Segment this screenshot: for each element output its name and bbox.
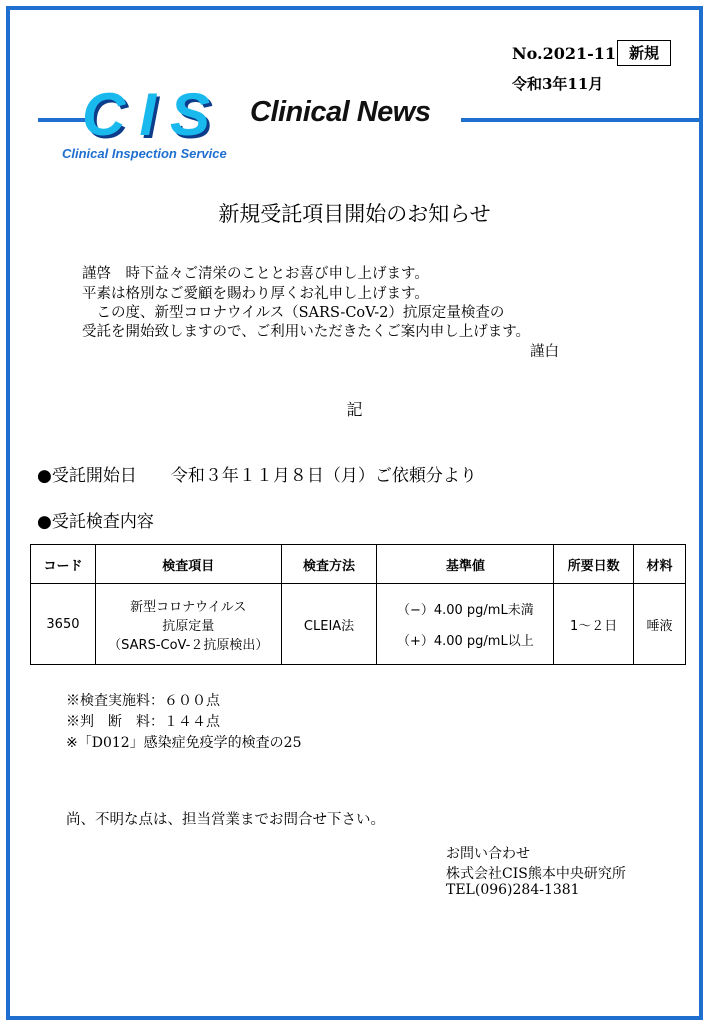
cell-item [95,584,281,665]
greeting-line: この度、新型コロナウイルス（SARS-CoV-2）抗原定量検査の [82,305,505,321]
greeting-line: 謹啓 時下益々ご清栄のこととお喜び申し上げます。 [82,266,429,282]
start-date-line: ●受託開始日 令和３年１１月８日（月）ご依頼分より [37,466,477,486]
item-line: 抗原定量 [162,618,215,634]
header-method: 検査方法 [281,545,377,584]
greeting-line: 平素は格別なご愛顧を賜わり厚くお礼申し上げます。 [82,286,429,302]
header-reference: 基準値 [377,545,554,584]
cell-material: 唾液 [634,584,686,665]
logo-subtitle: Clinical Inspection Service [62,146,227,161]
content-heading: ●受託検査内容 [37,512,154,532]
ki-heading: 記 [346,400,363,419]
header-code: コード [31,545,96,584]
cell-code: 3650 [31,584,96,665]
header-item: 検査項目 [95,545,281,584]
document-number: No.2021-11 [512,44,617,63]
cell-method: CLEIA法 [281,584,377,665]
table-header-row [31,545,686,584]
contact-company: 株式会社CIS熊本中央研究所 [446,866,626,882]
note-line: ※「D012」感染症免疫学的検査の25 [66,735,302,751]
table-row [31,584,686,665]
cell-reference [377,584,554,665]
note-line: ※判 断 料：１４４点 [66,714,220,730]
item-line: （SARS-CoV-２抗原検出） [108,637,269,653]
issue-date: 令和3年11月 [512,75,604,93]
contact-label: お問い合わせ [446,846,530,862]
reference-line: （−）4.00 pg/mL未満 [396,603,534,618]
header-days: 所要日数 [554,545,634,584]
note-line: ※検査実施料：６００点 [66,693,220,709]
reference-line: （+）4.00 pg/mL以上 [396,634,534,649]
item-line: 新型コロナウイルス [130,599,247,615]
inquiry-text: 尚、不明な点は、担当営業までお問合せ下さい。 [66,812,385,828]
header-rule-left [38,118,86,122]
test-spec-table [30,544,686,665]
greeting-line: 受託を開始致しますので、ご利用いただきたくご案内申し上げます。 [82,324,531,340]
cell-days: 1～２日 [554,584,634,665]
header-rule-right [461,118,699,122]
contact-phone: TEL(096)284-1381 [446,882,580,898]
page-title: 新規受託項目開始のお知らせ [218,202,491,226]
header-material: 材料 [634,545,686,584]
new-badge: 新規 [617,40,671,66]
closing-word: 謹白 [530,344,559,360]
newsletter-title: Clinical News [250,96,431,128]
cis-logo: CIS [82,81,225,148]
